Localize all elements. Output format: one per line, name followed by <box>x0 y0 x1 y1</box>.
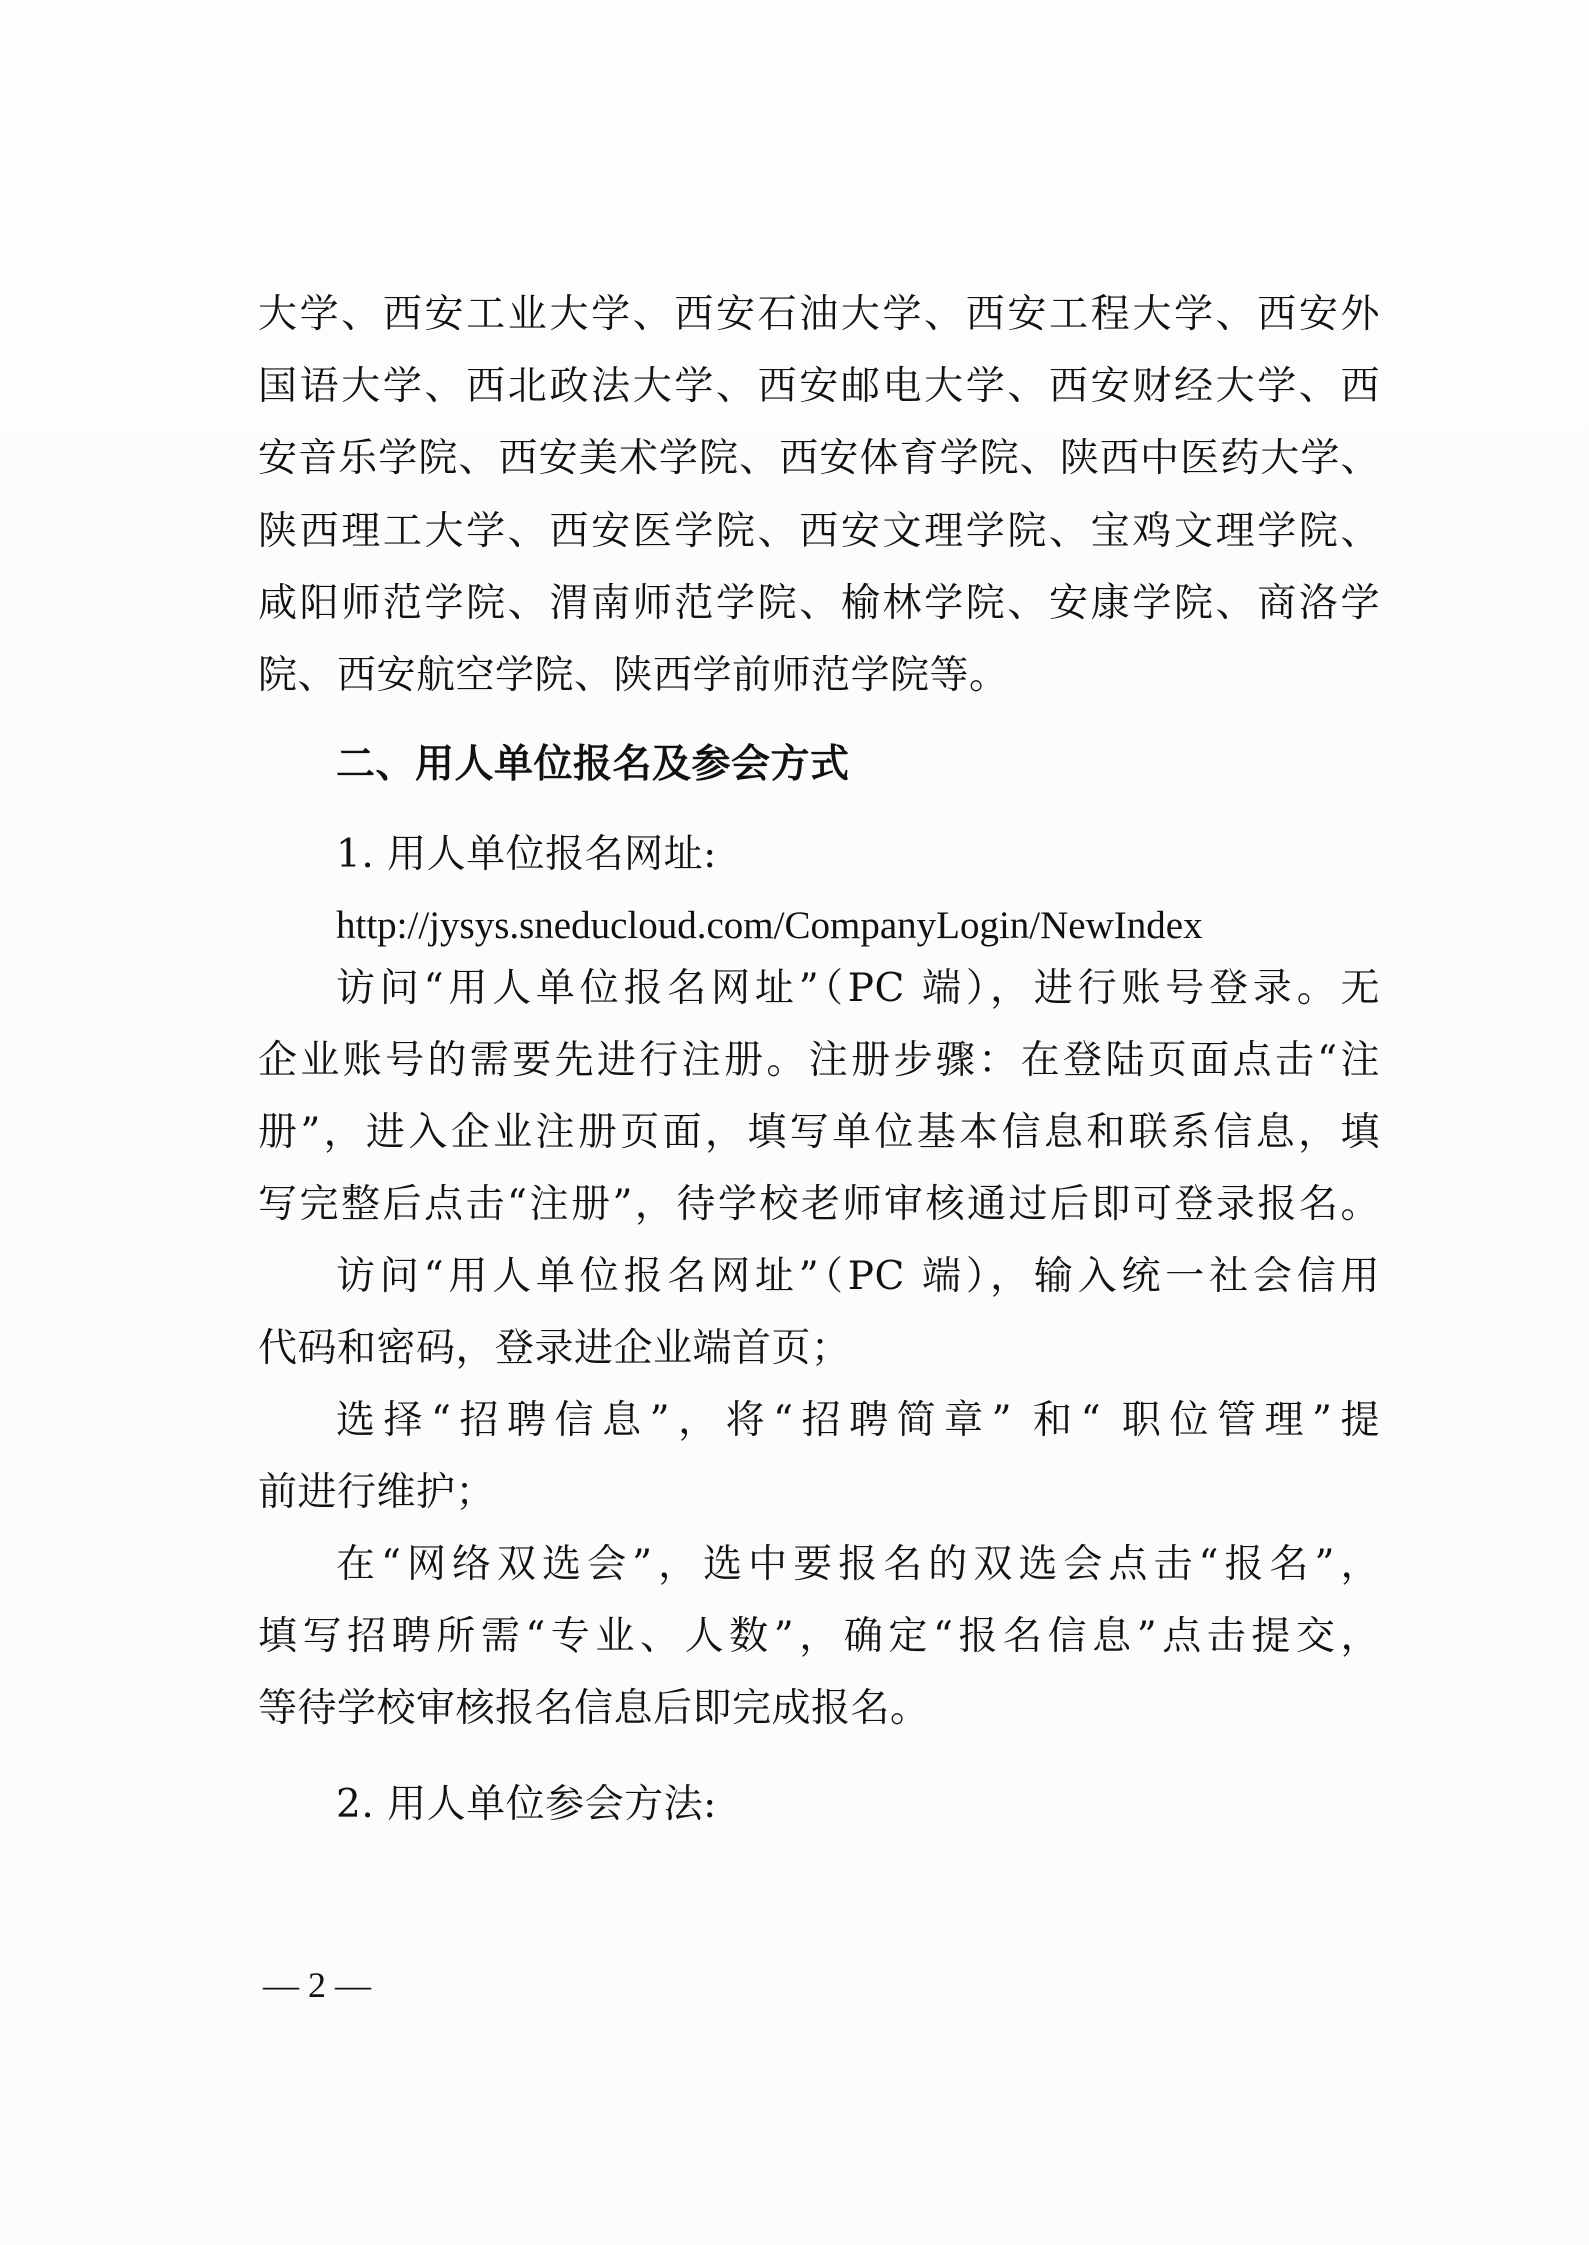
registration-url: http://jysys.sneducloud.com/CompanyLogin/NewIndex <box>336 904 1203 947</box>
paragraph-line: 等待学校审核报名信息后即完成报名。 <box>258 1686 930 1731</box>
paragraph-line: 册”，进入企业注册页面，填写单位基本信息和联系信息，填 <box>258 1110 1380 1155</box>
paragraph-line: 在“网络双选会”，选中要报名的双选会点击“报名”， <box>336 1542 1380 1587</box>
page-number: — 2 — <box>263 1965 371 2005</box>
paragraph-line: 代码和密码，登录进企业端首页； <box>258 1326 851 1371</box>
paragraph-line: 访问“用人单位报名网址”（PC 端），进行账号登录。无 <box>336 966 1380 1011</box>
paragraph-line: 写完整后点击“注册”，待学校老师审核通过后即可登录报名。 <box>258 1182 1380 1227</box>
paragraph-line: 国语大学、西北政法大学、西安邮电大学、西安财经大学、西 <box>258 364 1380 409</box>
paragraph-line: 院、西安航空学院、陕西学前师范学院等。 <box>258 653 1009 698</box>
paragraph-line: 选择“招聘信息”，将“招聘简章” 和“ 职位管理”提 <box>336 1398 1380 1443</box>
item-title: 2. 用人单位参会方法: <box>336 1782 717 1827</box>
paragraph-line: 填写招聘所需“专业、人数”，确定“报名信息”点击提交， <box>258 1614 1380 1659</box>
paragraph-line: 咸阳师范学院、渭南师范学院、榆林学院、安康学院、商洛学 <box>258 581 1380 626</box>
paragraph-line: 陕西理工大学、西安医学院、西安文理学院、宝鸡文理学院、 <box>258 509 1380 554</box>
paragraph-line: 前进行维护； <box>258 1470 496 1515</box>
paragraph-line: 访问“用人单位报名网址”（PC 端），输入统一社会信用 <box>336 1254 1380 1299</box>
item-title: 1. 用人单位报名网址: <box>336 832 717 877</box>
paragraph-line: 安音乐学院、西安美术学院、西安体育学院、陕西中医药大学、 <box>258 436 1380 481</box>
paragraph-line: 大学、西安工业大学、西安石油大学、西安工程大学、西安外 <box>258 292 1380 337</box>
section-heading: 二、用人单位报名及参会方式 <box>336 741 850 787</box>
paragraph-line: 企业账号的需要先进行注册。注册步骤：在登陆页面点击“注 <box>258 1038 1380 1083</box>
